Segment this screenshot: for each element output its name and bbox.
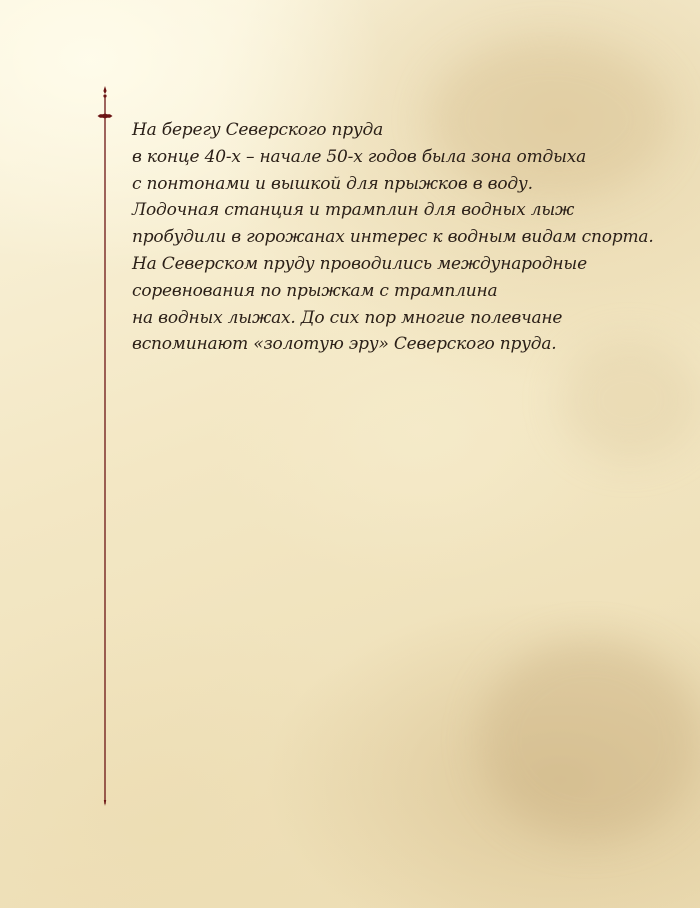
text-line: пробудили в горожанах интерес к водным видам спорта.	[132, 227, 654, 248]
text-line: вспоминают «золотую эру» Северского пруда.	[132, 334, 557, 355]
text-line: в конце 40-х – начале 50-х годов была зона отдыха	[132, 146, 587, 167]
text-line: Лодочная станция и трамплин для водных лыж	[132, 200, 575, 221]
paper-stain	[480, 640, 700, 840]
text-line: На берегу Северского пруда	[132, 120, 384, 140]
text-line: На Северском пруду проводились международные	[132, 253, 587, 274]
text-line: соревнования по прыжкам с трамплина	[132, 280, 498, 301]
text-line: с понтонами и вышкой для прыжков в воду.	[132, 173, 533, 194]
cross-ornament-icon	[98, 86, 113, 806]
vertical-divider	[97, 86, 113, 806]
body-paragraph	[132, 117, 692, 358]
text-line: на водных лыжах. До сих пор многие полевчане	[132, 307, 563, 328]
